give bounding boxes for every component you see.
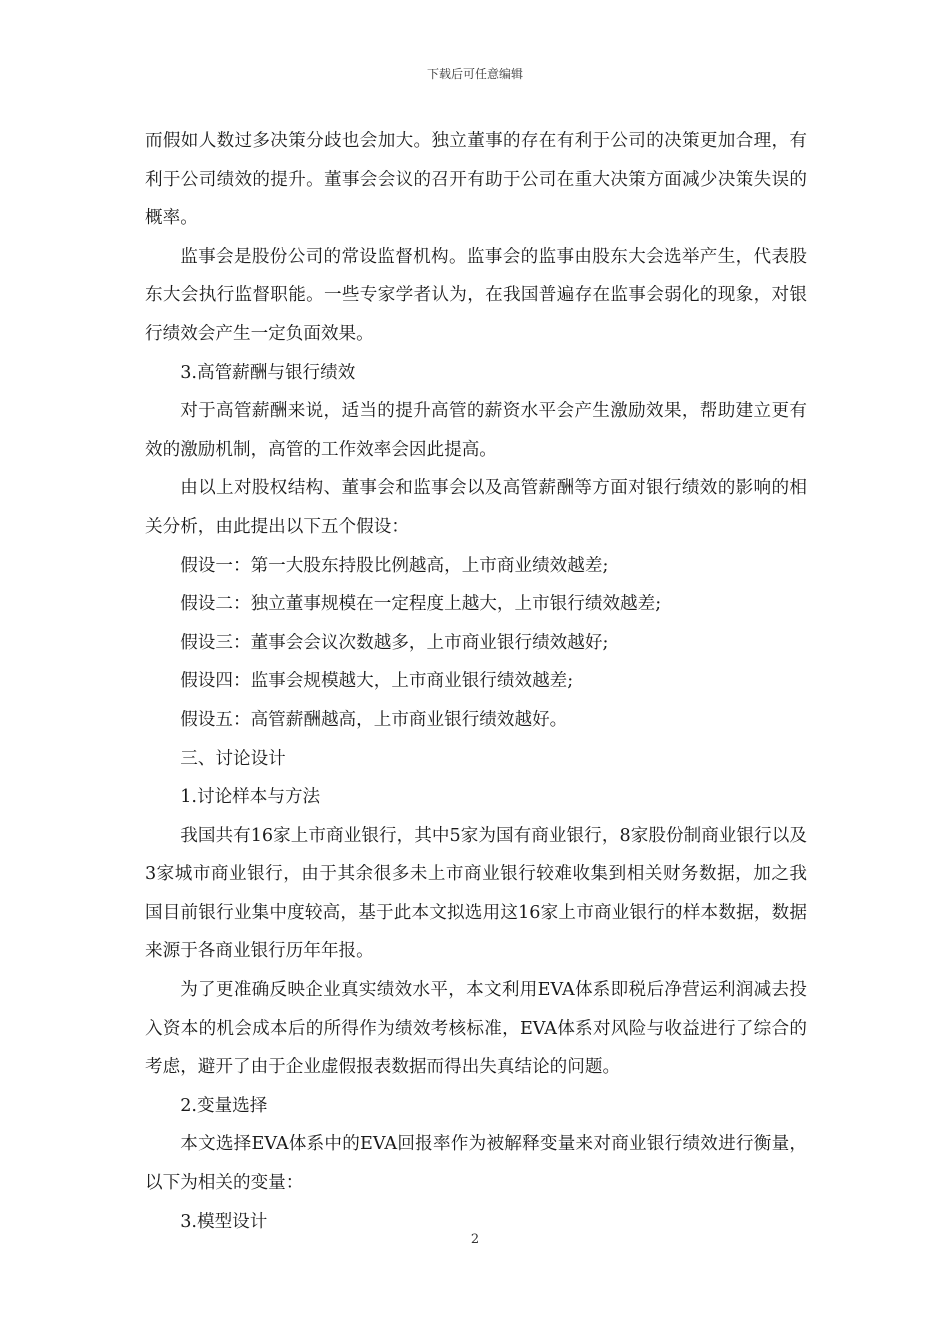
- paragraph-supervisory-board: 监事会是股份公司的常设监督机构。监事会的监事由股东大会选举产生，代表股东大会执行监督职能。一些专家学者认为，在我国普遍存在监事会弱化的现象，对银行绩效会产生一定负面效果。: [145, 246, 807, 344]
- heading-executive-pay: 3.高管薪酬与银行绩效: [180, 362, 356, 383]
- hypothesis-2: 假设二：独立董事规模在一定程度上越大，上市银行绩效越差;: [180, 594, 662, 615]
- paragraph-board-decisions: 而假如人数过多决策分歧也会加大。独立董事的存在有利于公司的决策更加合理，有利于公司绩效的提升。董事会会议的召开有助于公司在重大决策方面减少决策失误的概率。: [145, 131, 807, 229]
- heading-model-design: 3.模型设计: [180, 1211, 268, 1232]
- page-header: 下载后可任意编辑: [426, 67, 523, 81]
- document-body: [145, 122, 807, 1241]
- hypothesis-5: 假设五：高管薪酬越高，上市商业银行绩效越好。: [180, 709, 568, 730]
- heading-sample-method: 1.讨论样本与方法: [180, 787, 321, 808]
- paragraph-hypotheses-intro: 由以上对股权结构、董事会和监事会以及高管薪酬等方面对银行绩效的影响的相关分析，由此提出以下五个假设：: [145, 478, 807, 537]
- page-number: 2: [470, 1232, 480, 1247]
- section-heading-research-design: 三、讨论设计: [180, 748, 286, 769]
- paragraph-variables: 本文选择EVA体系中的EVA回报率作为被解释变量来对商业银行绩效进行衡量，以下为相关的变量：: [145, 1134, 807, 1194]
- paragraph-executive-pay: 对于高管薪酬来说，适当的提升高管的薪资水平会产生激励效果，帮助建立更有效的激励机制，高管的工作效率会因此提高。: [145, 401, 807, 460]
- paragraph-sample: 我国共有16家上市商业银行，其中5家为国有商业银行，8家股份制商业银行以及3家城市商业银行，由于其余很多未上市商业银行较难收集到相关财务数据，加之我国目前银行业集中度较高，基于此本文拟选用这16家上市商业银行的样本数据，数据来源于各商业银行历年年报。: [145, 825, 807, 962]
- hypothesis-1: 假设一：第一大股东持股比例越高，上市商业绩效越差;: [180, 555, 609, 576]
- paragraph-eva: 为了更准确反映企业真实绩效水平，本文利用EVA体系即税后净营运利润减去投入资本的机会成本后的所得作为绩效考核标准，EVA体系对风险与收益进行了综合的考虑，避开了由于企业虚假报表数据而得出失真结论的问题。: [145, 980, 807, 1078]
- hypothesis-3: 假设三：董事会会议次数越多，上市商业银行绩效越好;: [180, 632, 609, 653]
- hypothesis-4: 假设四：监事会规模越大，上市商业银行绩效越差;: [180, 671, 574, 692]
- heading-variable-selection: 2.变量选择: [180, 1095, 268, 1116]
